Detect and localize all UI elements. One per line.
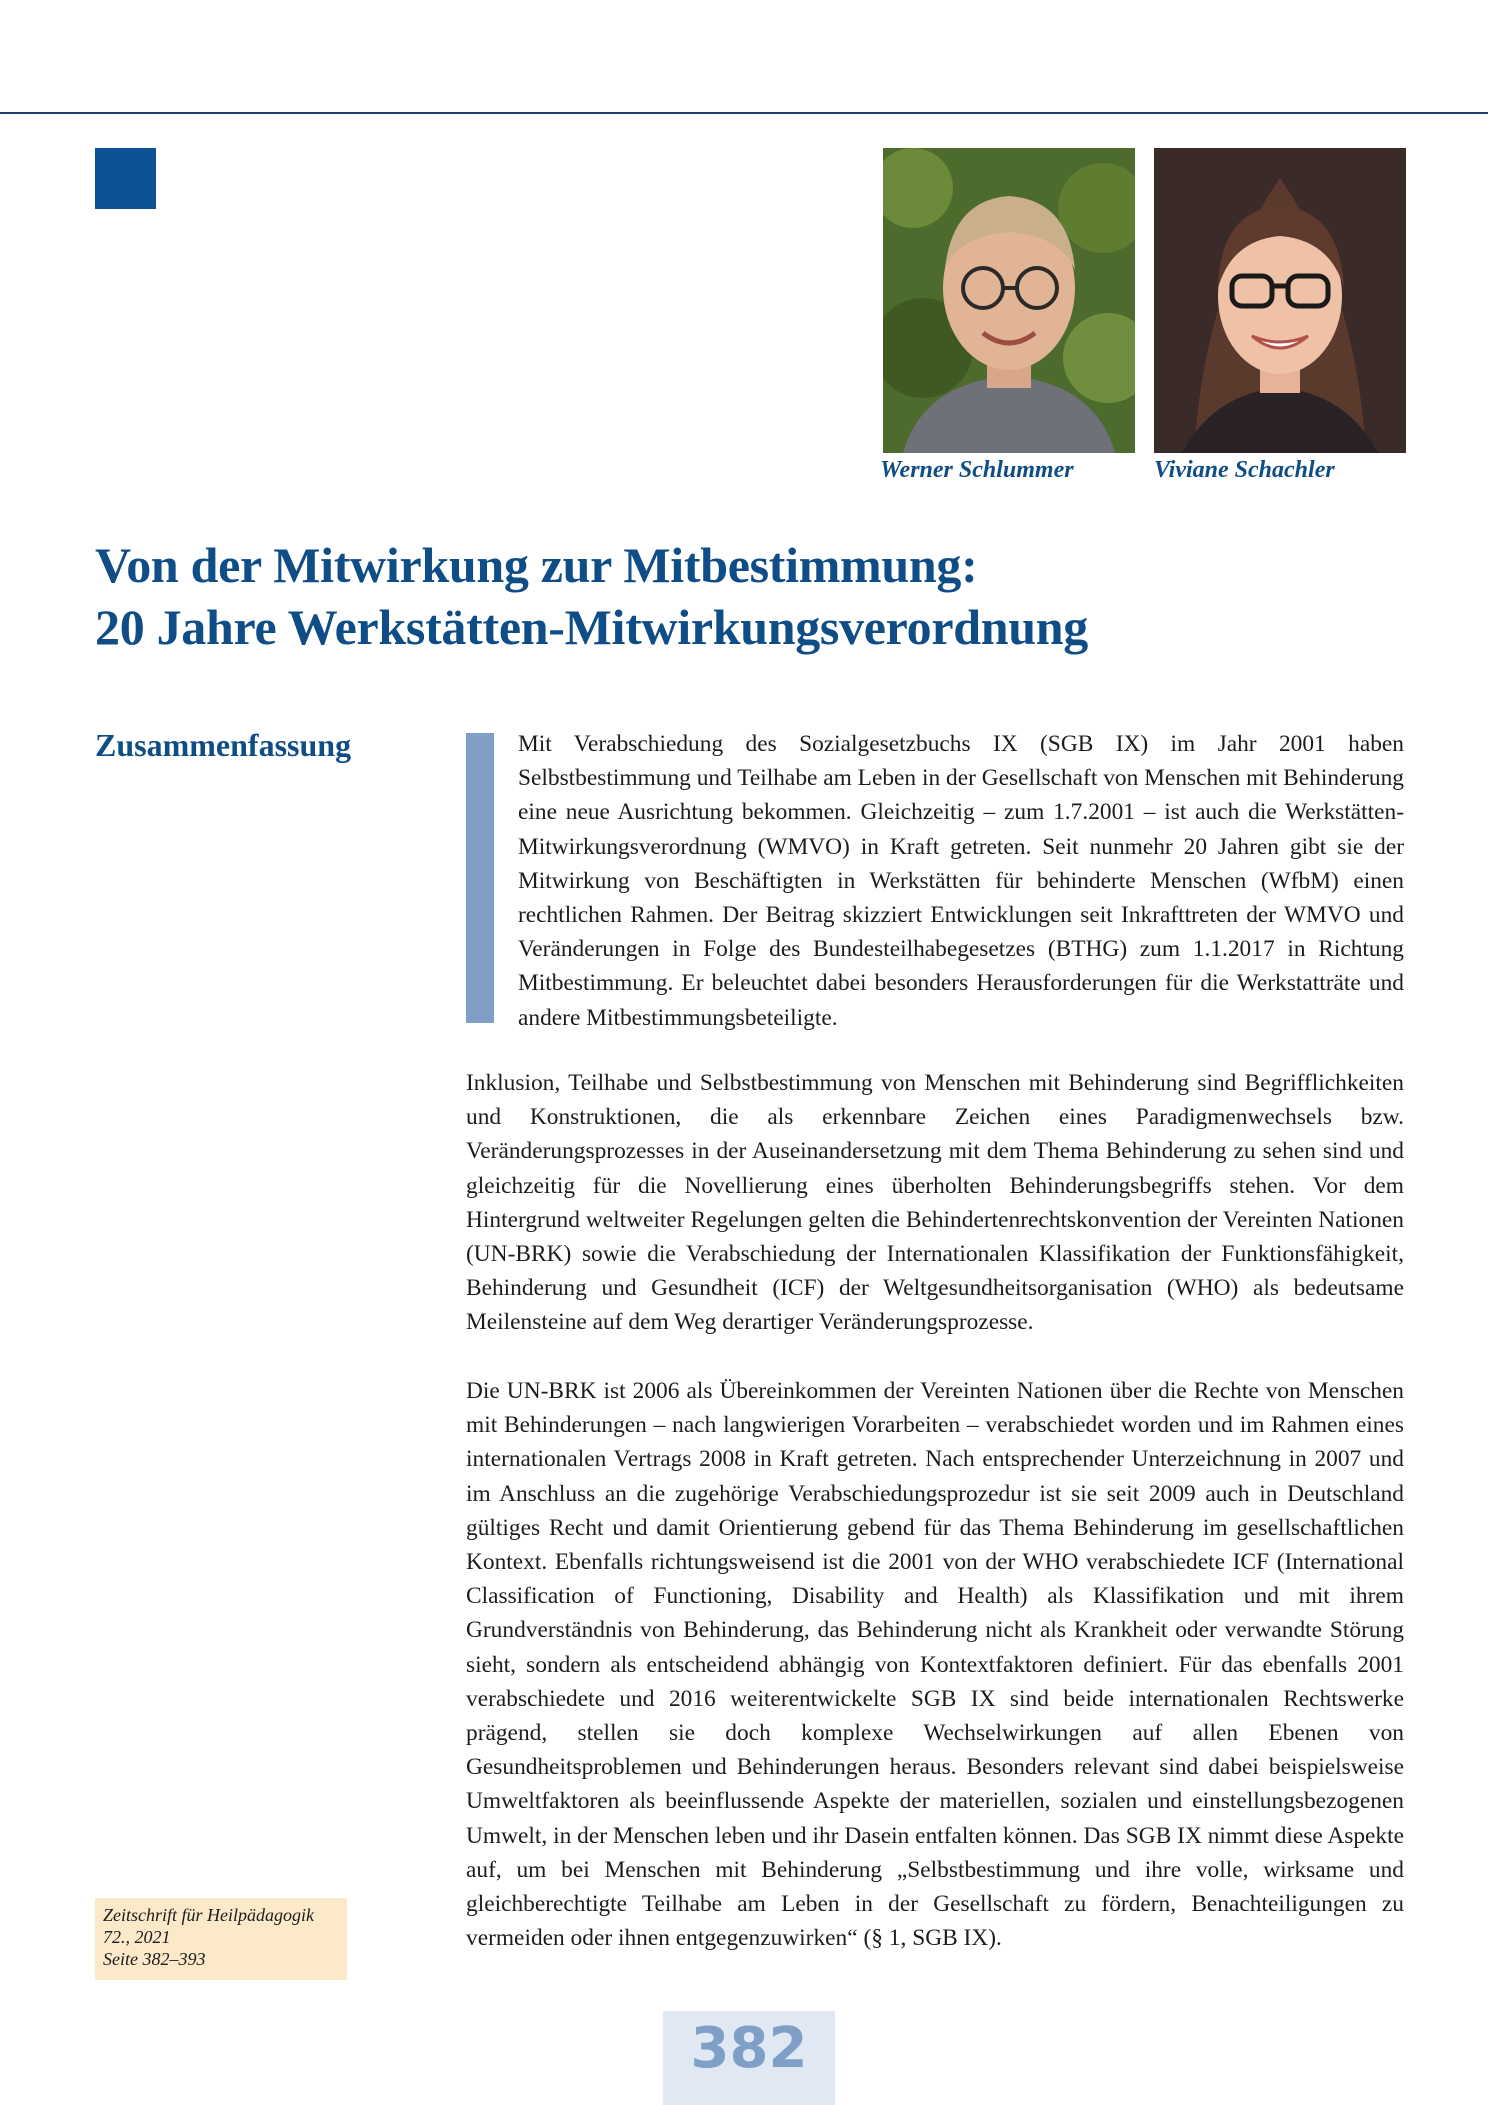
section-marker-square xyxy=(95,148,156,209)
abstract-heading: Zusammenfassung xyxy=(95,727,352,763)
portrait-woman-illustration xyxy=(1154,148,1406,453)
title-line-2: 20 Jahre Werkstätten-Mitwirkungsverordnung xyxy=(95,599,1088,655)
portrait-man-illustration xyxy=(883,148,1135,453)
abstract-side-bar xyxy=(466,733,494,1023)
author-name-schachler: Viviane Schachler xyxy=(1154,457,1335,483)
header-rule xyxy=(0,112,1488,114)
body-paragraph-1: Inklusion, Teilhabe und Selbstbestimmung von Menschen mit Behinderung sind Begrifflichkeiten und Konstruktionen, die als erkennbare Zeichen eines Paradigmenwechsels bzw. Veränderungsprozesses in der Auseinandersetzung mit dem Thema Behinderung zu sehen sind und gleichzeitig für die Novellierung eines überholten Behinderungsbegriffs stehen. Vor dem Hintergrund weltweiter Regelungen gelten die Behindertenrechtskonvention der Vereinten Nationen (UN-BRK) sowie die Verabschiedung der Internationalen Klassifikation der Funktionsfähigkeit, Behinderung und Gesundheit (ICF) der Weltgesundheitsorganisation (WHO) als bedeutsame Meilensteine auf dem Weg derartiger Veränderungsprozesse. xyxy=(466,1070,1404,1336)
journal-pages: Seite 382–393 xyxy=(103,1949,206,1969)
journal-volume: 72., 2021 xyxy=(103,1927,171,1947)
abstract-text: Mit Verabschiedung des Sozialgesetzbuchs IX (SGB IX) im Jahr 2001 haben Selbstbestimmung und Teilhabe am Leben in der Gesellschaft von Menschen mit Behinderung eine neue Ausrichtung bekommen. Gleichzeitig – zum 1.7.2001 – ist auch die Werkstätten-Mitwirkungsverordnung (WMVO) in Kraft getreten. Seit nunmehr 20 Jahren gibt sie der Mitwirkung von Beschäftigten in Werkstätten für behinderte Menschen (WfbM) einen rechtlichen Rahmen. Der Beitrag skizziert Entwicklungen seit Inkrafttreten der WMVO und Veränderungen in Folge des Bundesteilhabegesetzes (BTHG) zum 1.1.2017 in Richtung Mitbestimmung. Er beleuchtet dabei besonders Herausforderungen für die Werkstatträte und andere Mitbestimmungsbeteiligte. xyxy=(518,731,1404,1031)
author-name-schlummer: Werner Schlummer xyxy=(880,457,1074,483)
body-paragraph-2: Die UN-BRK ist 2006 als Übereinkommen der Vereinten Nationen über die Rechte von Menschen mit Behinderungen – nach langwierigen Vorarbeiten – verabschiedet worden und im Rahmen eines internationalen Vertrags 2008 in Kraft getreten. Nach entsprechender Unterzeichnung in 2007 und im Anschluss an die zugehörige Verabschiedungsprozedur ist sie seit 2009 auch in Deutschland gültiges Recht und damit Orientierung gebend für das Thema Behinderung im gesellschaftlichen Kontext. Ebenfalls richtungsweisend ist die 2001 von der WHO verabschiedete ICF (International Classification of Functioning, Disability and Health) als Klassifikation und mit ihrem Grundverständnis von Behinderung, das Behinderung nicht als Krankheit oder verwandte Störung sieht, sondern als entscheidend abhängig von Kontextfaktoren definiert. Für das ebenfalls 2001 verabschiedete und 2016 weiterentwickelte SGB IX sind beide internationalen Rechtswerke prägend, stellen sie doch komplexe Wechselwirkungen auf allen Ebenen von Gesundheitsproblemen und Behinderungen heraus. Besonders relevant sind dabei beispielsweise Umweltfaktoren als beeinflussende Aspekte der materiellen, sozialen und einstellungsbezogenen Umwelt, in der Menschen leben und ihr Dasein entfalten können. Das SGB IX nimmt diese Aspekte auf, um bei Menschen mit Behinderung „Selbstbestimmung und ihre volle, wirksame und gleichberechtigte Teilhabe am Leben in der Gesellschaft zu fördern, Benachteiligungen zu vermeiden oder ihnen entgegenzuwirken“ (§ 1, SGB IX). xyxy=(466,1378,1404,1952)
journal-name: Zeitschrift für Heilpädagogik xyxy=(103,1905,314,1925)
article-title xyxy=(95,534,1395,658)
author-photo-schlummer xyxy=(883,148,1135,453)
author-photo-schachler xyxy=(1154,148,1406,453)
page-number: 382 xyxy=(690,2016,808,2081)
title-line-1: Von der Mitwirkung zur Mitbestimmung: xyxy=(95,537,978,593)
journal-info-box xyxy=(95,1898,347,1980)
page-number-box xyxy=(663,2011,835,2105)
